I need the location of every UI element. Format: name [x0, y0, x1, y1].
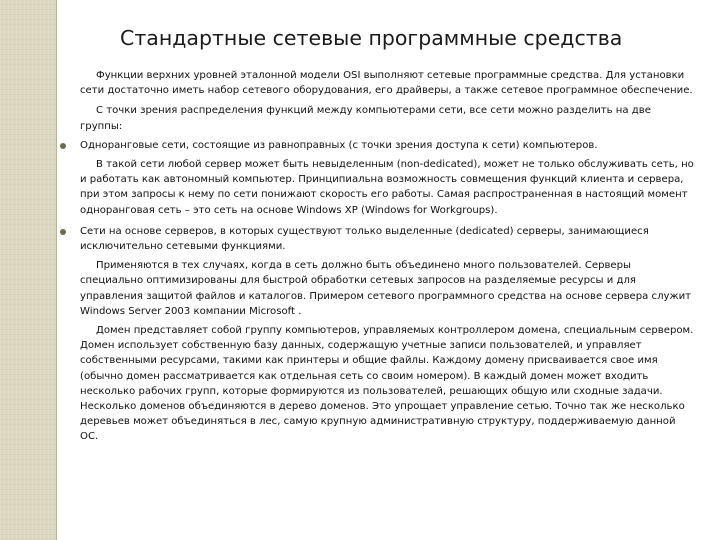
slide-title: Стандартные сетевые программные средства — [120, 26, 623, 50]
bullet-item-server-based — [80, 224, 694, 254]
bullet-text: Сети на основе серверов, в которых существуют только выделенные (dedicated) серверы, занимающиеся исключительно сетевыми функциями. — [80, 225, 649, 253]
bullet-icon — [60, 143, 66, 149]
bullet-item-peer-to-peer — [80, 138, 694, 153]
paragraph-groups: С точки зрения распределения функций между компьютерами сети, все сети можно разделить на две группы: — [80, 105, 651, 132]
bullet-icon — [60, 229, 66, 235]
bullet-text: Одноранговые сети, состоящие из равноправных (с точки зрения доступа к сети) компьютеров. — [80, 139, 598, 151]
paragraph-peer-details: В такой сети любой сервер может быть невыделенным (non-dedicated), может не только обслуживать сеть, но и работать как автономный компьютер. Принципиальна возможность совмещения функций клиента и сервера, при этом запросы к нему по сети понижают скорость его работы. Самая распространенная в настоящий момент одноранговая сеть – это сеть на основе Windows XP (Windows for Workgroups). — [80, 159, 694, 216]
decorative-sidebar — [0, 0, 57, 540]
slide-body — [80, 68, 694, 449]
paragraph-server-details: Применяются в тех случаях, когда в сеть должно быть объединено много пользователей. Серверы специально оптимизированы для быстрой обработки сетевых запросов на разделяемые ресурсы и для управления защитой файлов и каталогов. Примером сетевого программного средства на основе сервера служит Windows Server 2003 компании Microsoft . — [80, 260, 692, 317]
paragraph-domain: Домен представляет собой группу компьютеров, управляемых контроллером домена, специальным сервером. Домен использует собственную базу данных, содержащую учетные записи пользователей, и управляет собственными ресурсами, такими как принтеры и общие файлы. Каждому домену присваивается свое имя (обычно домен рассматривается как отдельная сеть со своим номером). В каждый домен может входить несколько рабочих групп, которые формируются из пользователей, решающих общую или сходные задачи. Несколько доменов объединяются в дерево доменов. Это упрощает управление сетью. Точно так же несколько деревьев может объединяться в лес, самую крупную административную структуру, поддерживаемую данной ОС. — [80, 325, 694, 443]
paragraph-intro: Функции верхних уровней эталонной модели OSI выполняют сетевые программные средства. Для установки сети достаточно иметь набор сетевого оборудования, его драйверы, а также сетевое программное обеспечение. — [80, 70, 693, 97]
